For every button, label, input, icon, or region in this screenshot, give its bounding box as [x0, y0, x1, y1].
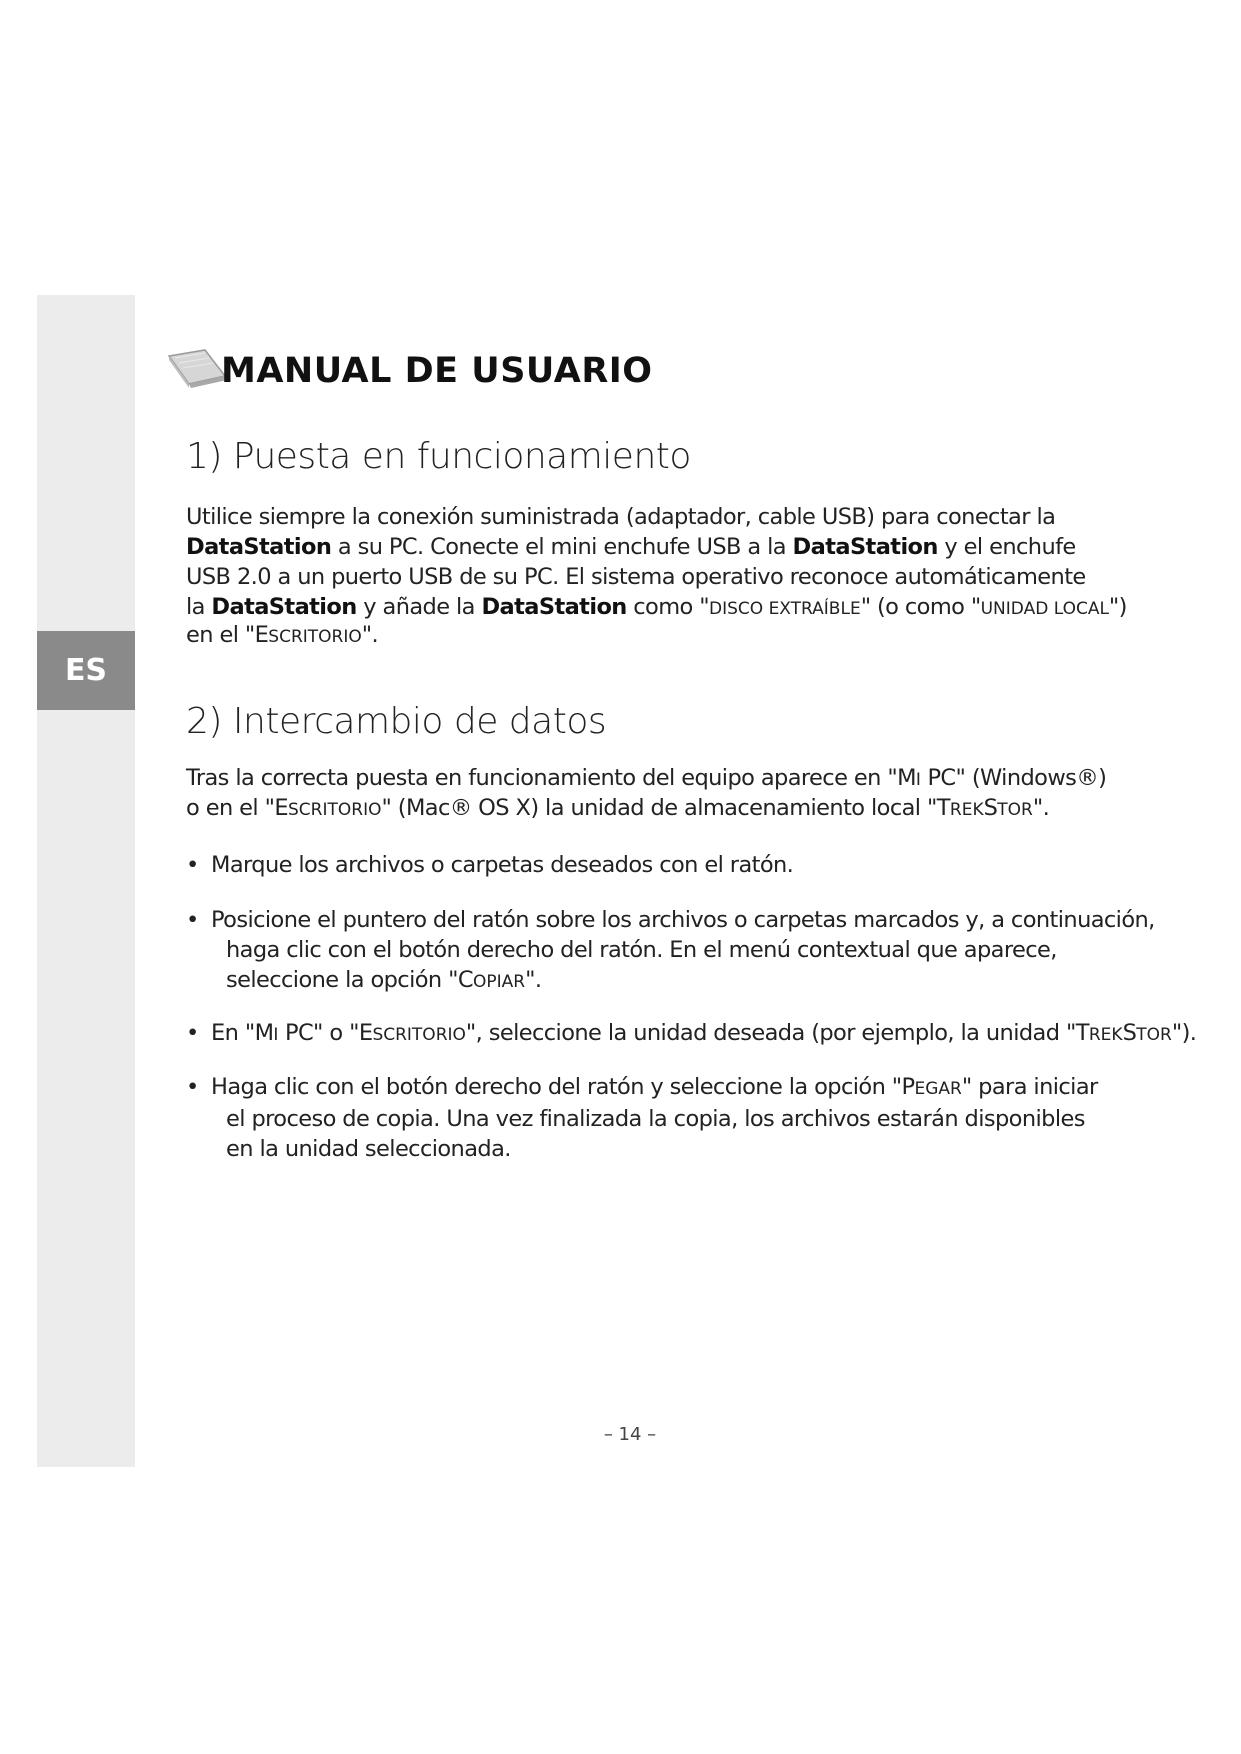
list-item: • Haga clic con el botón derecho del ratón y seleccione la opción "PEGAR" para iniciar el proceso de copia. Una vez finalizada la copia, los archivos estarán disponibles en la unidad seleccionada. — [186, 1074, 1098, 1162]
bullet-glyph: • — [186, 1074, 199, 1100]
product-name: DataStation — [481, 594, 627, 620]
manual-title-row — [165, 343, 765, 399]
side-margin-bar — [37, 295, 135, 1467]
list-item: • En "MI PC" o "ESCRITORIO", seleccione la unidad deseada (por ejemplo, la unidad "TREKSTOR"). — [186, 1020, 1197, 1046]
paragraph-line: Utilice siempre la conexión suministrada (adaptador, cable USB) para conectar la — [186, 504, 1056, 530]
language-tab-label: ES — [64, 653, 108, 688]
paragraph-line: o en el "ESCRITORIO" (Mac® OS X) la unidad de almacenamiento local "TREKSTOR". — [186, 795, 1050, 821]
section-heading-puesta: 1) Puesta en funcionamiento — [186, 436, 691, 477]
bullet-glyph: • — [186, 1020, 199, 1046]
page-number: – 14 – — [603, 1424, 657, 1445]
page-title: MANUAL DE USUARIO — [221, 351, 653, 391]
paragraph-line: USB 2.0 a un puerto USB de su PC. El sistema operativo reconoce automáticamente — [186, 564, 1086, 590]
language-tab — [37, 631, 135, 710]
product-name: DataStation — [186, 534, 332, 560]
list-item: • Marque los archivos o carpetas deseados con el ratón. — [186, 852, 794, 878]
bullet-glyph: • — [186, 852, 199, 878]
list-item: • Posicione el puntero del ratón sobre los archivos o carpetas marcados y, a continuación, haga clic con el botón derecho del ratón. En el menú contextual que aparece, seleccione la opción "COPIAR". — [186, 907, 1155, 993]
product-name: DataStation — [211, 594, 357, 620]
paragraph-line: la DataStation y añade la DataStation como "DISCO EXTRAÍBLE" (o como "UNIDAD LOCAL") — [186, 594, 1127, 620]
book-icon — [165, 346, 229, 388]
paragraph-line: DataStation a su PC. Conecte el mini enchufe USB a la DataStation y el enchufe — [186, 534, 1076, 560]
paragraph-line: en el "ESCRITORIO". — [186, 622, 379, 648]
bullet-glyph: • — [186, 907, 199, 933]
paragraph-line: Tras la correcta puesta en funcionamiento del equipo aparece en "MI PC" (Windows®) — [186, 765, 1107, 791]
product-name: DataStation — [792, 534, 938, 560]
section-heading-intercambio: 2) Intercambio de datos — [186, 701, 607, 742]
